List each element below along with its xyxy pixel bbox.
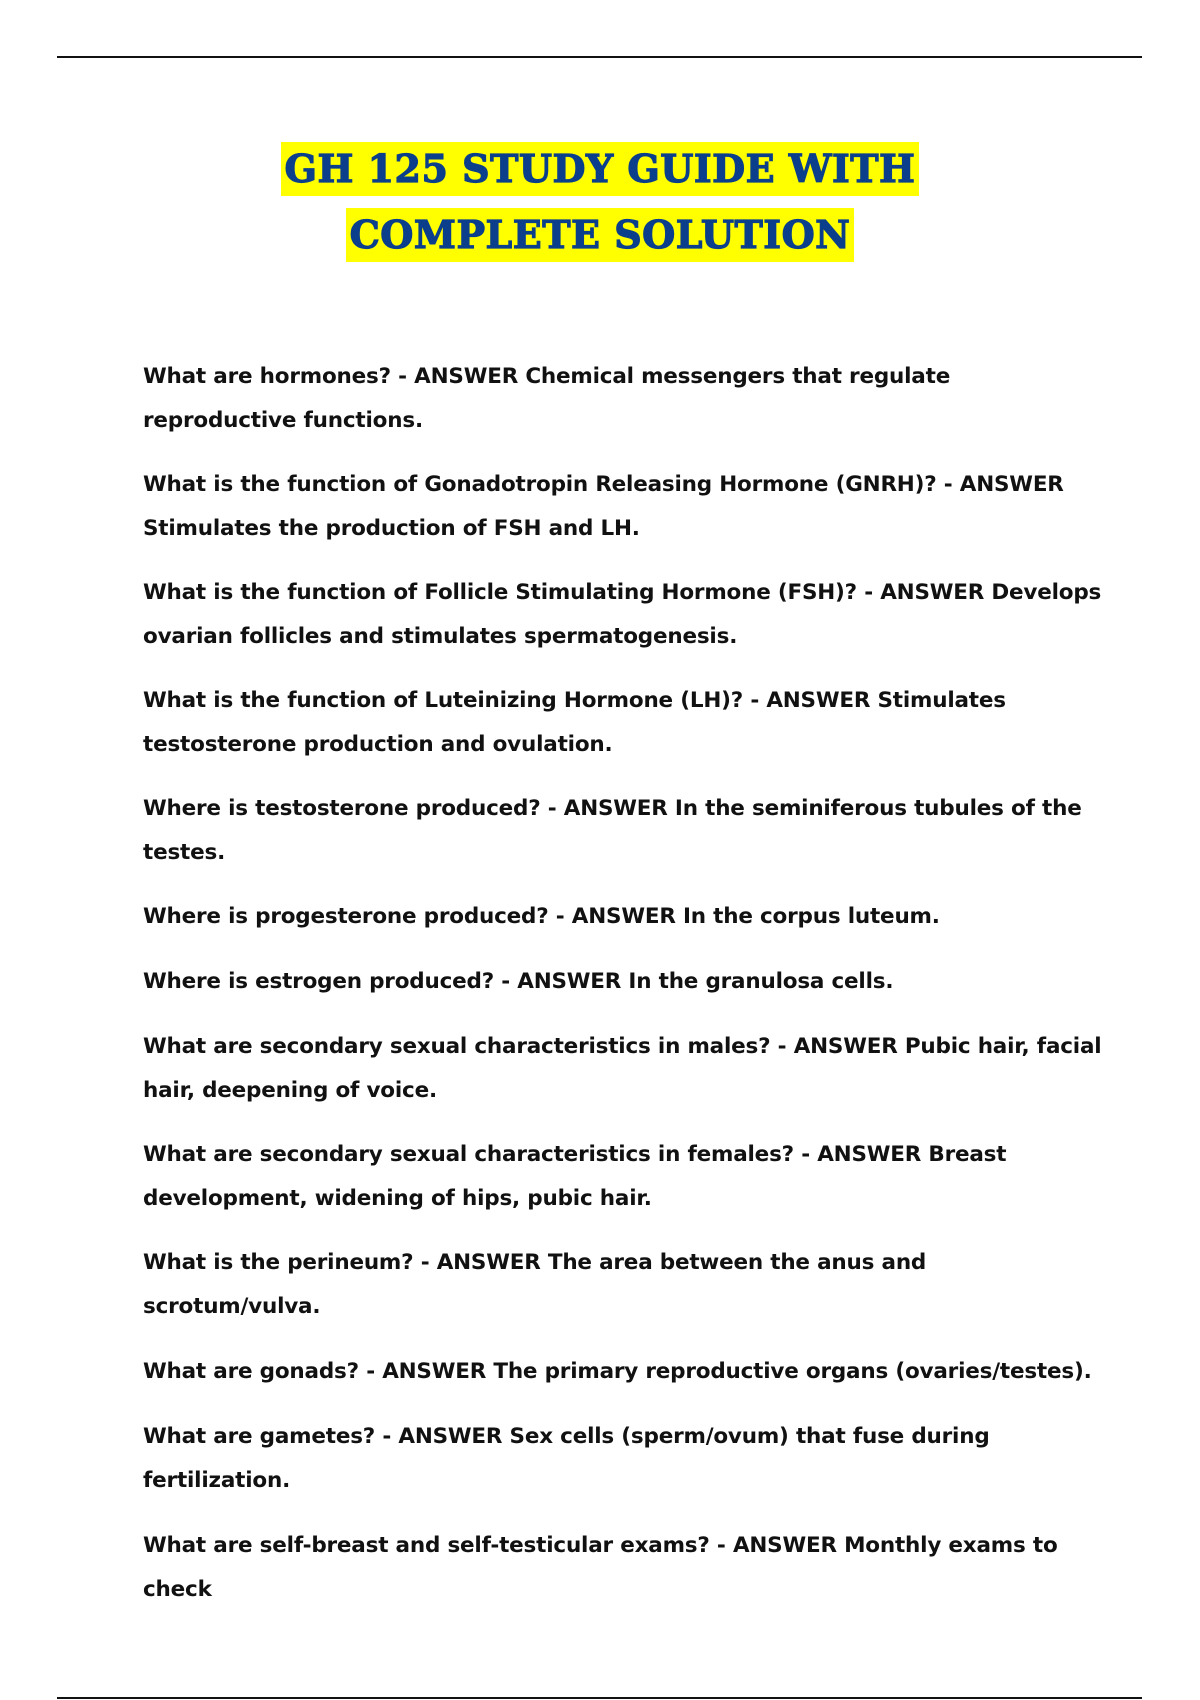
qa-item-gnrh: What is the function of Gonadotropin Releasing Hormone (GNRH)? - ANSWER Stimulates the production of FSH and LH. <box>143 472 1064 541</box>
qa-item-fsh: What is the function of Follicle Stimulating Hormone (FSH)? - ANSWER Develops ovarian follicles and stimulates spermatogenesis. <box>143 580 1102 649</box>
qa-item-perineum: What is the perineum? - ANSWER The area between the anus and scrotum/vulva. <box>143 1250 927 1319</box>
bottom-rule <box>57 1697 1142 1699</box>
qa-item-progesterone: Where is progesterone produced? - ANSWER In the corpus luteum. <box>143 904 940 929</box>
document-title <box>0 142 1200 274</box>
qa-item-self-exams: What are self-breast and self-testicular exams? - ANSWER Monthly exams to check <box>143 1533 1058 1602</box>
top-rule <box>57 56 1142 58</box>
qa-item-hormones: What are hormones? - ANSWER Chemical messengers that regulate reproductive functions. <box>143 364 951 433</box>
qa-item-female-characteristics: What are secondary sexual characteristics in females? - ANSWER Breast development, widening of hips, pubic hair. <box>143 1142 1007 1211</box>
title-line-2: COMPLETE SOLUTION <box>346 208 855 262</box>
qa-item-lh: What is the function of Luteinizing Hormone (LH)? - ANSWER Stimulates testosterone production and ovulation. <box>143 688 1006 757</box>
qa-item-gametes: What are gametes? - ANSWER Sex cells (sperm/ovum) that fuse during fertilization. <box>143 1424 990 1493</box>
title-line-1: GH 125 STUDY GUIDE WITH <box>281 142 920 196</box>
qa-list <box>143 355 1103 1633</box>
qa-item-testosterone: Where is testosterone produced? - ANSWER In the seminiferous tubules of the testes. <box>143 796 1082 865</box>
qa-item-gonads: What are gonads? - ANSWER The primary reproductive organs (ovaries/testes). <box>143 1359 1092 1384</box>
qa-item-estrogen: Where is estrogen produced? - ANSWER In the granulosa cells. <box>143 969 894 994</box>
qa-item-male-characteristics: What are secondary sexual characteristics in males? - ANSWER Pubic hair, facial hair, deepening of voice. <box>143 1034 1102 1103</box>
